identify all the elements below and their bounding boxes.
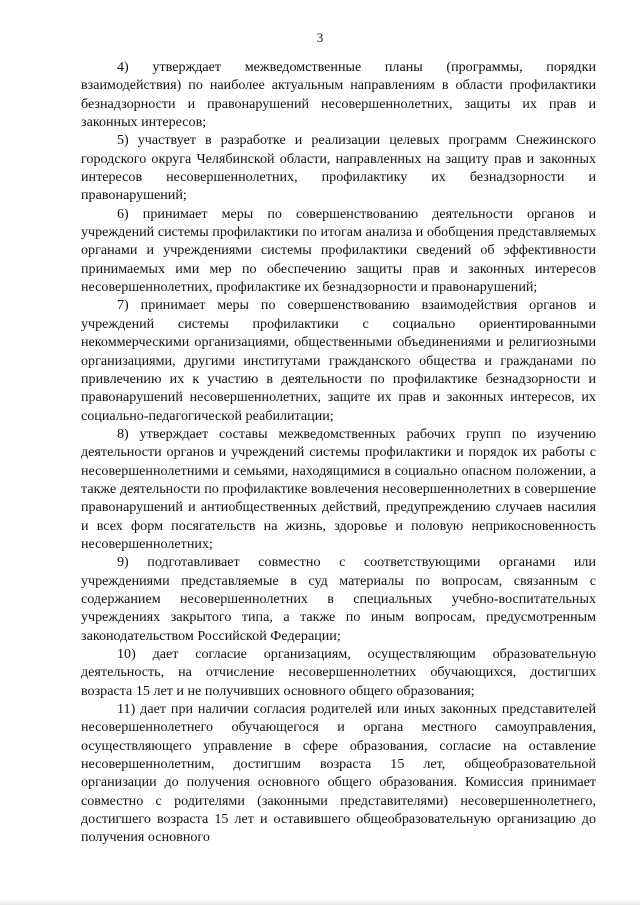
page-number: 3 [316, 30, 324, 45]
paragraph-item-10: 10) дает согласие организациям, осуществляющим образовательную деятельность, на отчисление несовершеннолетних обучающихся, достигших возраста 15 лет и не получивших основного общего образования; [81, 646, 596, 699]
paragraph-item-4: 4) утверждает межведомственные планы (программы, порядки взаимодействия) по наиболее актуальным направлениям в области профилактики безнадзорности и правонарушений несовершеннолетних, защиты их прав и законных интересов; [81, 59, 596, 131]
document-body [81, 58, 596, 847]
paragraph-item-5: 5) участвует в разработке и реализации целевых программ Снежинского городского округа Челябинской области, направленных на защиту прав и законных интересов несовершеннолетних, профилактику их безнадзорности и правонарушений; [81, 132, 596, 204]
paragraph-item-11: 11) дает при наличии согласия родителей или иных законных представителей несовершеннолетнего обучающегося и органа местного самоуправления, осуществляющего управление в сфере образования, согласие на оставление несовершеннолетним, достигшим возраста 15 лет, общеобразовательной организации до получения основного общего образования. Комиссия принимает совместно с родителями (законными представителями) несовершеннолетнего, достигшего возраста 15 лет и оставившего общеобразовательную организацию до получения основного [81, 701, 596, 846]
paragraph-item-6: 6) принимает меры по совершенствованию деятельности органов и учреждений системы профилактики по итогам анализа и обобщения представляемых органами и учреждениями системы профилактики сведений об эффективности принимаемых ими мер по обеспечению защиты прав и законных интересов несовершеннолетних, профилактике их безнадзорности и правонарушений; [81, 205, 596, 296]
paragraph-item-8: 8) утверждает составы межведомственных рабочих групп по изучению деятельности органов и учреждений системы профилактики и порядок их работы с несовершеннолетними и семьями, находящимися в социально опасном положении, а также деятельности по профилактике вовлечения несовершеннолетних в совершение правонарушений и антиобщественных действий, предупреждению случаев насилия и всех форм посягательств на жизнь, здоровье и половую неприкосновенность несовершеннолетних; [81, 425, 596, 552]
scan-edge-shadow [0, 899, 640, 905]
paragraph-item-9: 9) подготавливает совместно с соответствующими органами или учреждениями представляемые в суд материалы по вопросам, связанным с содержанием несовершеннолетних в специальных учебно-воспитательных учреждениях закрытого типа, а также по иным вопросам, предусмотренным законодательством Российской Федерации; [81, 554, 596, 644]
paragraph-item-7: 7) принимает меры по совершенствованию взаимодействия органов и учреждений системы профилактики с социально ориентированными некоммерческими организациями, общественными объединениями и религиозными организациями, другими институтами гражданского общества и гражданами по привлечению их к участию в деятельности по профилактике безнадзорности и правонарушений несовершеннолетних, защите их прав и законных интересов, их социально-педагогической реабилитации; [81, 297, 596, 424]
